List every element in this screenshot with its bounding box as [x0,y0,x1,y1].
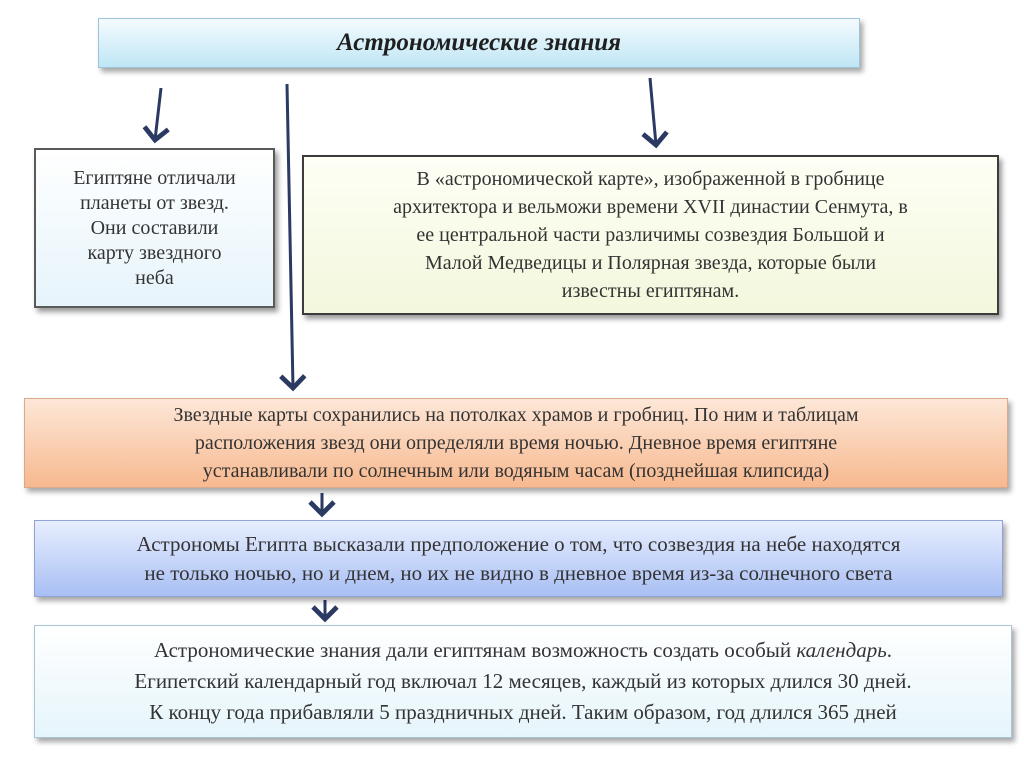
box1-line: Египтяне отличали [73,166,236,189]
box1-line: Они составили [90,216,219,239]
box3-line: устанавливали по солнечным или водяным часам (позднейшая клипсида) [202,460,830,482]
box-senmut-map [302,155,999,315]
box2-line: В «астрономической карте», изображенной в гробнице [416,168,885,190]
diagram-title [98,18,860,68]
box-daytime-constellations [34,520,1003,597]
box-planets-stars [34,148,275,308]
box2-line: архитектора и вельможи времени XVII династии Сенмута, в [393,196,908,218]
box-star-charts [24,398,1008,488]
box2-line: Малой Медведицы и Полярная звезда, которые были [424,252,877,274]
box-calendar [34,625,1012,738]
box1-line: карту звездного [87,241,222,264]
arrow-to-box2 [650,78,656,145]
box5-line-2: Египетский календарный год включал 12 месяцев, каждый из которых длился 30 дней. [134,669,912,693]
box4-line: не только ночью, но и днем, но их не видно в дневное время из-за солнечного света [144,560,893,585]
box2-line: ее центральной части различимы созвездия Большой и [416,224,885,246]
title-text: Астрономические знания [337,29,621,56]
box1-line: неба [135,266,174,289]
box3-line: расположения звезд они определяли время ночью. Дневное время египтяне [194,432,838,454]
calendar-term: календарь [796,638,887,662]
box1-line: планеты от звезд. [80,191,229,214]
box5-line-3: К концу года прибавляли 5 праздничных дней. Таким образом, год длился 365 дней [149,700,897,724]
box3-line: Звездные карты сохранились на потолках храмов и гробниц. По ним и таблицам [173,404,859,426]
arrow-to-box3 [287,84,293,388]
arrow-to-box1 [155,88,161,140]
box5-line-1-suffix: . [886,638,893,662]
box5-line-1-prefix: Астрономические знания дали египтянам возможность создать особый [153,638,797,662]
box4-line: Астрономы Египта высказали предположение о том, что созвездия на небе находятся [136,531,901,556]
box2-line: известны египтянам. [561,280,740,302]
box5-line-1 [134,635,911,666]
